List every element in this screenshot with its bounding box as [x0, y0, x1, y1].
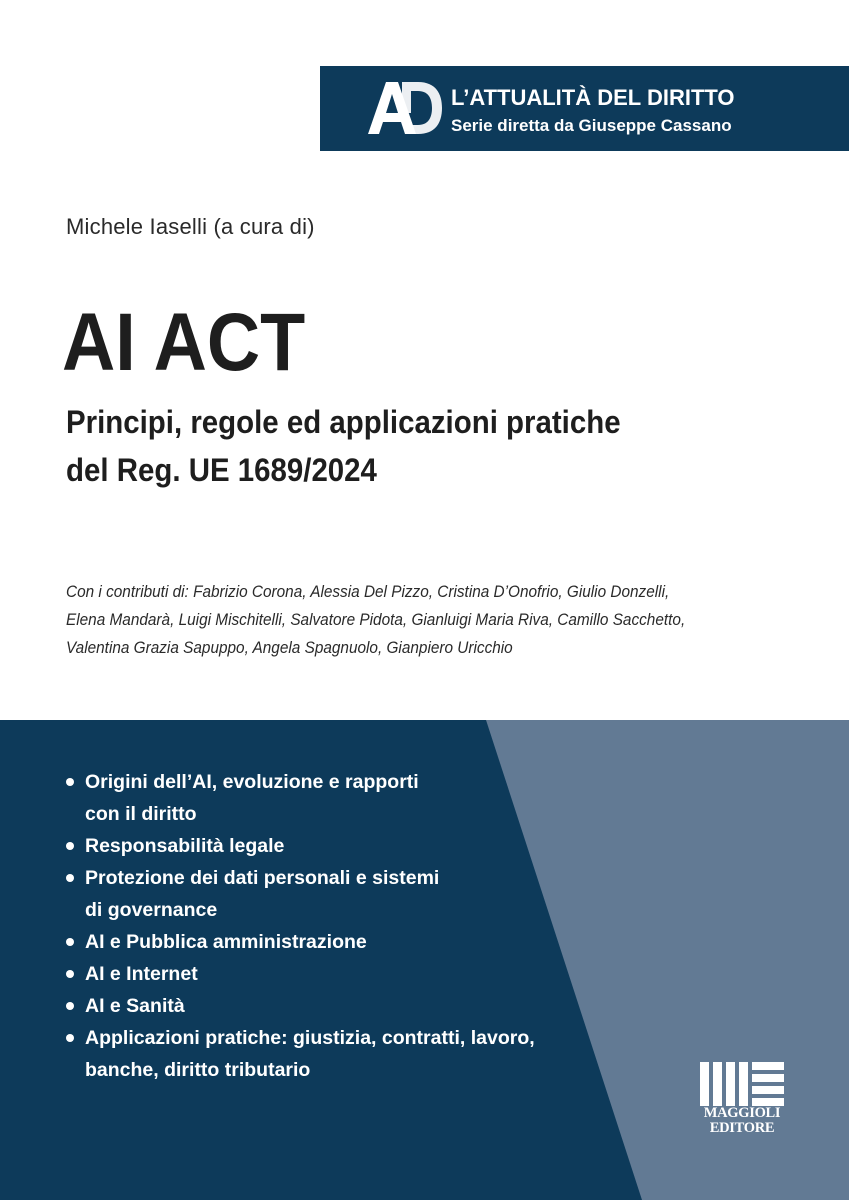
- contributors-line: Elena Mandarà, Luigi Mischitelli, Salvatore Pidota, Gianluigi Maria Riva, Camillo Sacchetto,: [66, 611, 686, 629]
- bullet-icon: [66, 1002, 74, 1010]
- subtitle-line: del Reg. UE 1689/2024: [66, 452, 377, 488]
- ad-logo-icon: [366, 80, 442, 136]
- topic-item: [62, 990, 535, 1022]
- topic-item: [62, 766, 535, 830]
- topic-text: AI e Internet: [85, 963, 198, 985]
- topic-item: [62, 830, 535, 862]
- bullet-icon: [66, 1034, 74, 1042]
- publisher-name: [696, 1106, 788, 1136]
- topic-text: AI e Sanità: [85, 995, 185, 1017]
- topic-text-cont: di governance: [85, 899, 218, 921]
- publisher-name-line: MAGGIOLI: [703, 1105, 781, 1121]
- bullet-icon: [66, 938, 74, 946]
- book-subtitle: [66, 398, 621, 494]
- topic-text: Protezione dei dati personali e sistemi: [85, 867, 440, 889]
- book-title: AI ACT: [62, 297, 306, 388]
- topic-text: Applicazioni pratiche: giustizia, contratti, lavoro,: [85, 1027, 535, 1049]
- book-editor: Michele Iaselli (a cura di): [66, 214, 315, 239]
- series-title: L’ATTUALITÀ DEL DIRITTO: [451, 85, 735, 110]
- topic-text: Origini dell’AI, evoluzione e rapporti: [85, 771, 419, 793]
- maggioli-logo-icon: [698, 1062, 786, 1106]
- topics-list: [62, 766, 535, 1086]
- bullet-icon: [66, 778, 74, 786]
- contributors: [66, 578, 806, 662]
- publisher-name-line: EDITORE: [709, 1120, 775, 1136]
- publisher-logo: [698, 1062, 786, 1142]
- contributors-line: Valentina Grazia Sapuppo, Angela Spagnuolo, Gianpiero Uricchio: [66, 639, 513, 657]
- subtitle-line: Principi, regole ed applicazioni pratiche: [66, 404, 621, 440]
- topic-item: [62, 1022, 535, 1086]
- topic-item: [62, 862, 535, 926]
- topic-item: [62, 926, 535, 958]
- bullet-icon: [66, 842, 74, 850]
- topic-text-cont: banche, diritto tributario: [85, 1059, 311, 1081]
- topic-text-cont: con il diritto: [85, 803, 197, 825]
- bullet-icon: [66, 874, 74, 882]
- contributors-line: Con i contributi di: Fabrizio Corona, Alessia Del Pizzo, Cristina D’Onofrio, Giulio Donzelli,: [66, 583, 670, 601]
- bullet-icon: [66, 970, 74, 978]
- topic-item: [62, 958, 535, 990]
- topic-text: Responsabilità legale: [85, 835, 285, 857]
- series-subtitle: Serie diretta da Giuseppe Cassano: [451, 116, 732, 135]
- series-header: [320, 66, 849, 151]
- topic-text: AI e Pubblica amministrazione: [85, 931, 367, 953]
